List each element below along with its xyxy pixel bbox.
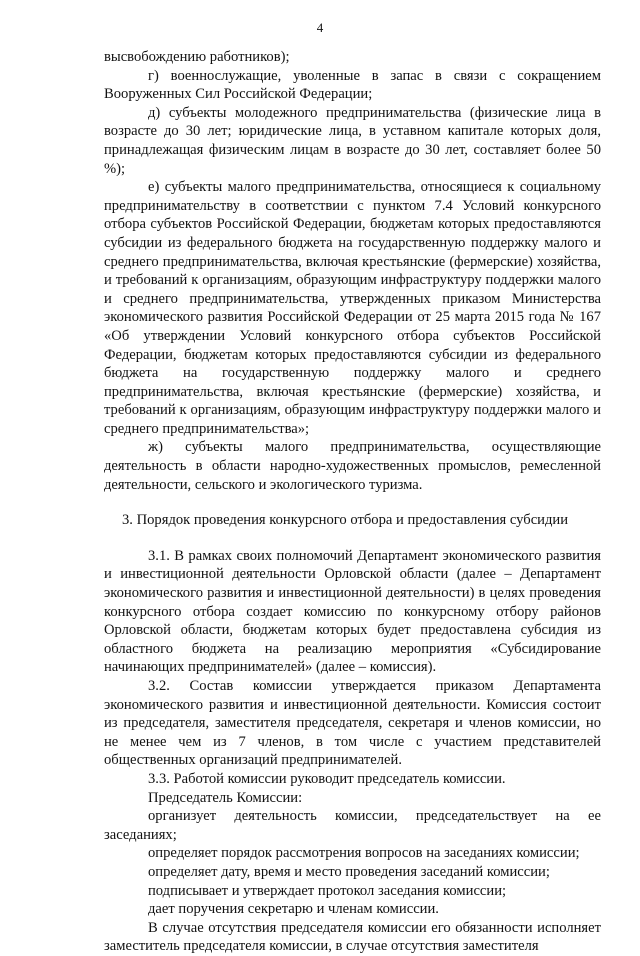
chairman-duty-3: определяет дату, время и место проведения заседаний комиссии; (148, 863, 550, 880)
list-item-g: г) военнослужащие, уволенные в запас в связи с сокращением Вооруженных Сил Российской Федерации; (104, 67, 601, 103)
chairman-duty-4: подписывает и утверждает протокол заседания комиссии; (148, 882, 507, 899)
chairman-duty-1: организует деятельность комиссии, председательствует на ее заседаниях; (104, 808, 601, 843)
clause-3-2: 3.2. Состав комиссии утверждается приказом Департамента экономического развития и инвестиционной деятельности. Комиссия состоит из председателя, заместителя председателя, секретаря и членов комиссии, но не менее чем из 7 членов, в том числе с участием представителей общественных организаций предпринимателей. (104, 678, 601, 769)
chairman-heading: Председатель Комиссии: (148, 789, 303, 806)
chairman-duty-5: дает поручения секретарю и членам комиссии. (148, 901, 439, 918)
paragraph-continuation: высвобождению работников); (104, 49, 290, 65)
list-item-zh: ж) субъекты малого предпринимательства, осуществляющие деятельность в области народно-художественных промыслов, ремесленной деятельности, сельского и экологического туризма. (104, 439, 601, 493)
list-item-d: д) субъекты молодежного предпринимательства (физические лица в возрасте до 30 лет; юридические лица, в уставном капитале которых доля, принадлежащая физическим лицам в возрасте до 30 лет, составляет более 50 %); (104, 104, 601, 177)
chairman-duty-2: определяет порядок рассмотрения вопросов на заседаниях комиссии; (148, 845, 580, 862)
page-number: 4 (316, 20, 324, 35)
chairman-absence-clause: В случае отсутствия председателя комиссии его обязанности исполняет заместитель председателя комиссии, в случае отсутствия заместителя (104, 919, 601, 955)
clause-3-3: 3.3. Работой комиссии руководит председатель комиссии. (148, 770, 506, 787)
clause-3-1: 3.1. В рамках своих полномочий Департамент экономического развития и инвестиционной деятельности Орловской области (далее – Департамент экономического развития и инвестиционной деятельности) в целях проведения конкурсного отбора создает комиссию по конкурсному отбору районов Орловской области, бюджетам которых будет предоставлена субсидия из областного бюджета на реализацию мероприятия «Субсидирование начинающих предпринимателей» (далее – комиссия). (104, 547, 601, 676)
list-item-e: е) субъекты малого предпринимательства, относящиеся к социальному предпринимательству в соответствии с пунктом 7.4 Условий конкурсного отбора субъектов Российской Федерации, бюджетам которых предоставляются субсидии из федерального бюджета на государственную поддержку малого и среднего предпринимательства, включая крестьянские (фермерские) хозяйства, и требований к организациям, образующим инфраструктуру поддержки малого и среднего предпринимательства, утвержденных приказом Министерства экономического развития Российской Федерации от 25 марта 2015 года № 167 «Об утверждении Условий конкурсного отбора субъектов Российской Федерации, бюджетам которых предоставляются субсидии из федерального бюджета на государственную поддержку малого и среднего предпринимательства, включая крестьянские (фермерские) хозяйства, и требований к организациям, образующим инфраструктуру поддержки малого и среднего предпринимательства»; (104, 179, 601, 437)
section-heading: 3. Порядок проведения конкурсного отбора и предоставления субсидии (122, 512, 569, 529)
document-body (104, 48, 601, 956)
